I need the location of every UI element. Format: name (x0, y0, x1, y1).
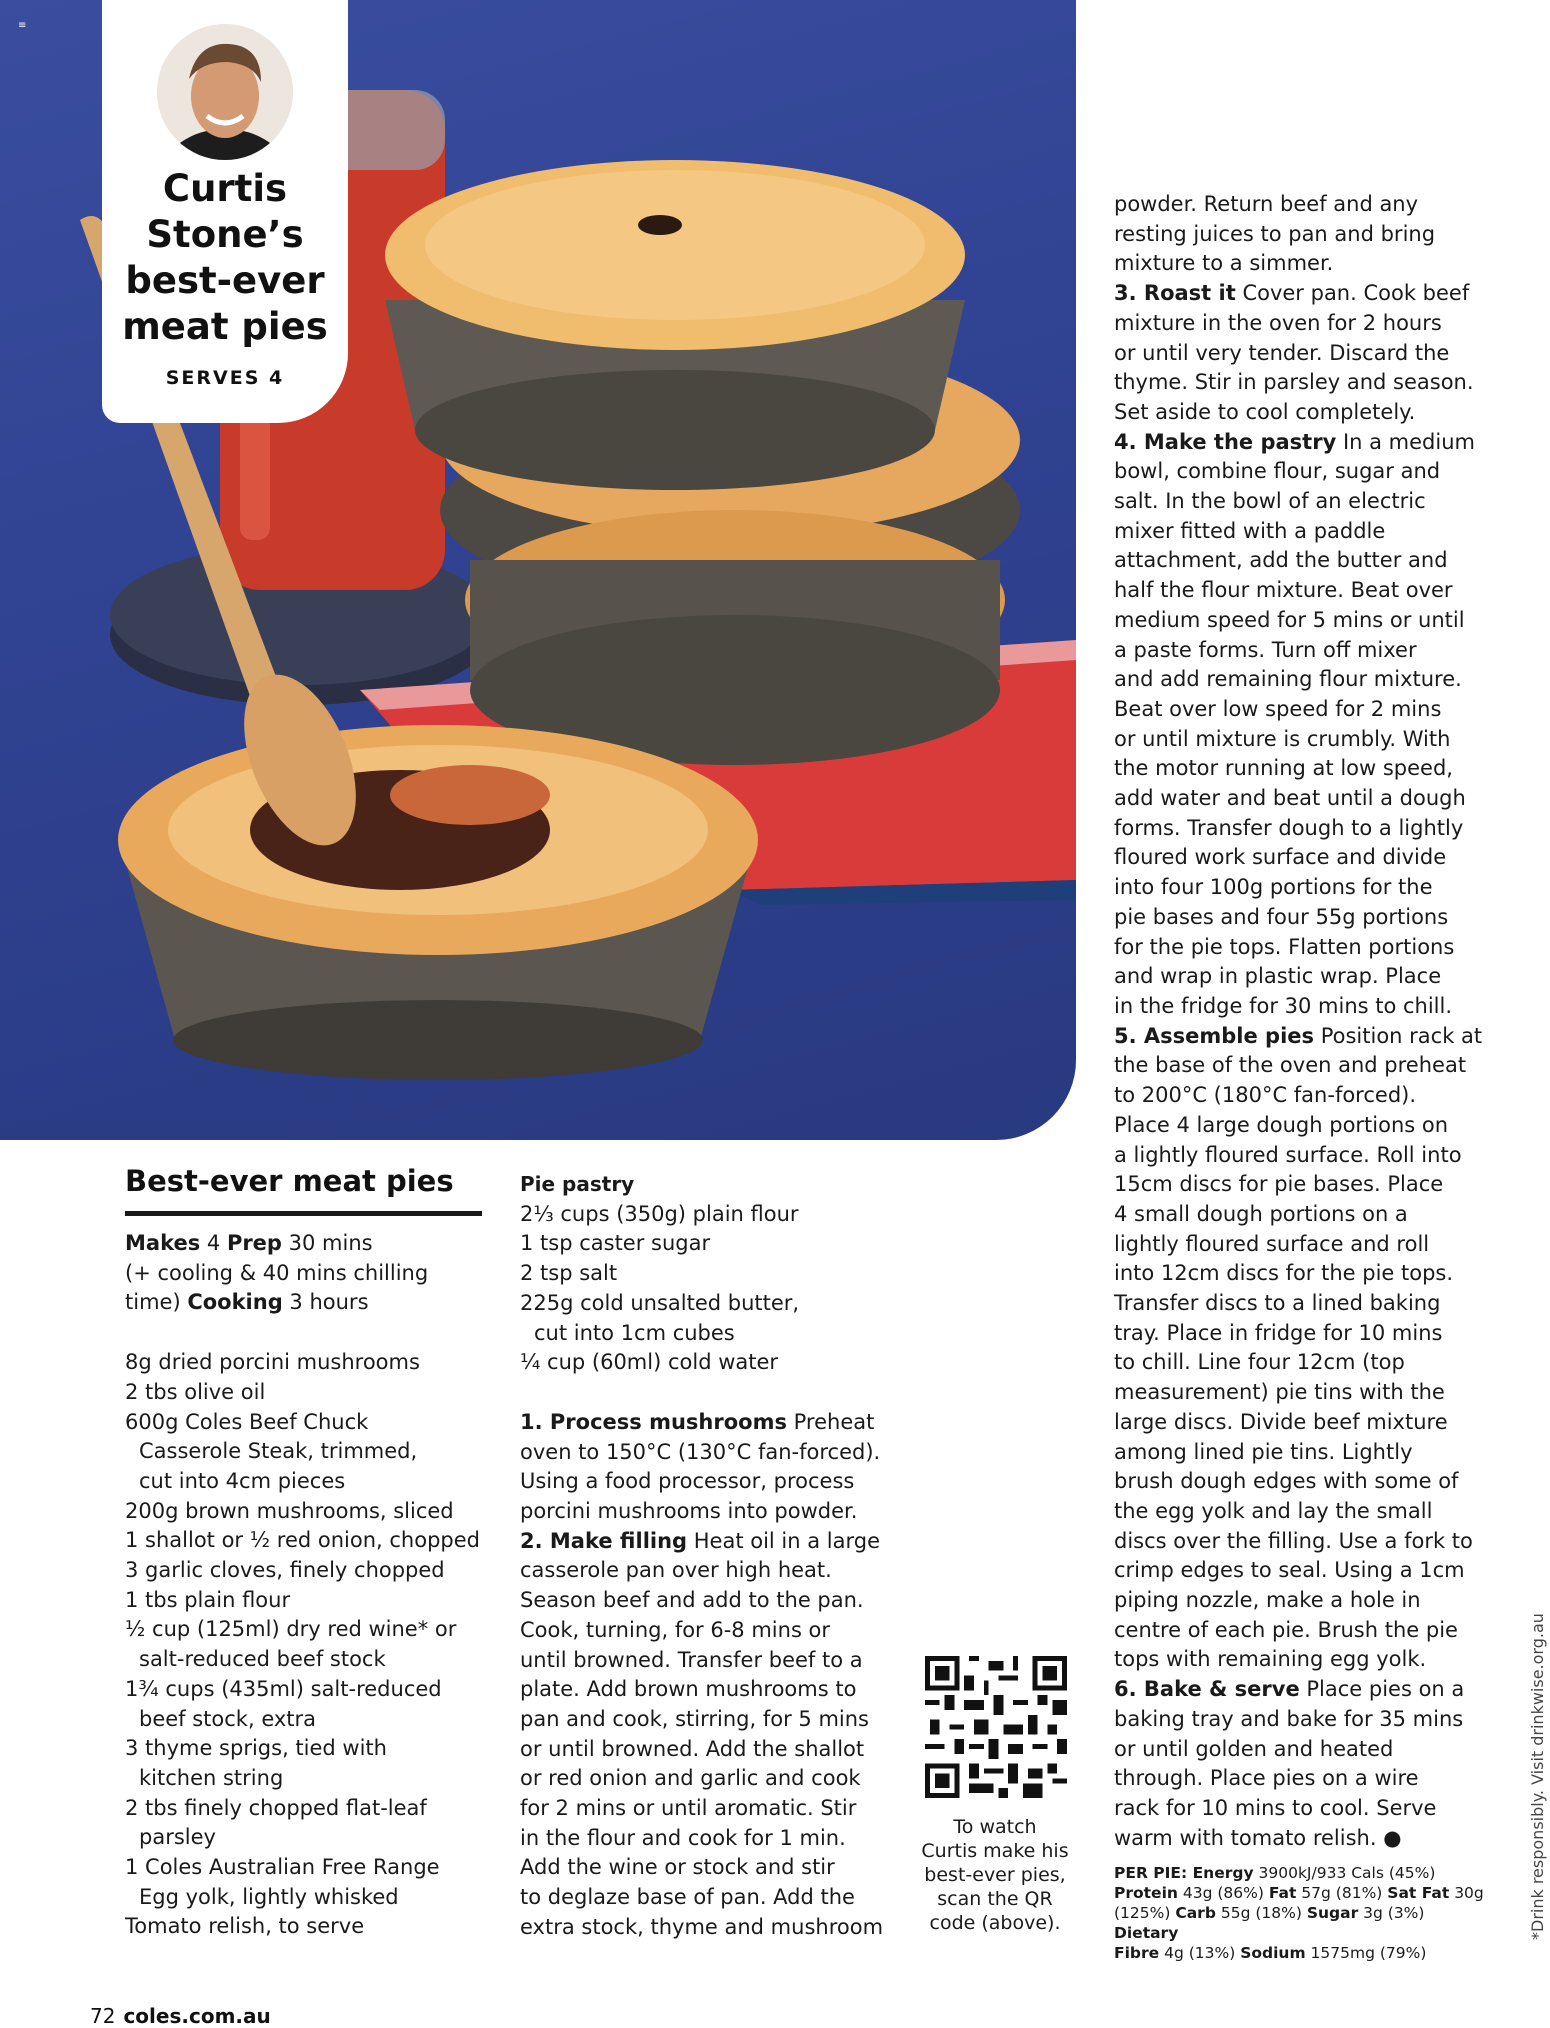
pastry-ingredient-line (520, 1259, 890, 1289)
method-line (1114, 1230, 1484, 1260)
ingredient-line-text: parsley (139, 1825, 216, 1850)
ingredient-line (125, 1526, 485, 1556)
ingredient-line-text: 1 tbs plain flour (125, 1587, 291, 1612)
method-line (1114, 1764, 1484, 1794)
step-heading: 5. Assemble pies (1114, 1023, 1315, 1048)
ingredients-column (125, 1229, 485, 1942)
method-line (520, 1853, 890, 1883)
method-line-text: 15cm discs for pie bases. Place (1114, 1172, 1444, 1197)
method-line-text: Add the wine or stock and stir (520, 1855, 835, 1880)
nutrition-value: 1575mg (79%) (1305, 1944, 1427, 1962)
method-line (520, 1556, 890, 1586)
method-line (1114, 962, 1484, 992)
makes-value: 4 (200, 1231, 227, 1255)
method-line-text: rack for 10 mins to cool. Serve (1114, 1795, 1437, 1820)
method-line-text: extra stock, thyme and mushroom (520, 1914, 884, 1939)
qr-caption-line: code (above). (929, 1912, 1061, 1934)
method-line-text: crimp edges to seal. Using a 1cm (1114, 1558, 1465, 1583)
method-line-text: Beat over low speed for 2 mins (1114, 696, 1442, 721)
method-line (1114, 1705, 1484, 1735)
method-line (1114, 368, 1484, 398)
spacer (125, 1318, 485, 1348)
method-line-text: baking tray and bake for 35 mins (1114, 1706, 1464, 1731)
nutrition-value: 43g (86%) (1177, 1884, 1269, 1902)
method-line (1114, 903, 1484, 933)
title-card (102, 0, 348, 423)
qr-caption-line: best-ever pies, (924, 1864, 1066, 1886)
method-line-text: warm with tomato relish. ● (1114, 1825, 1402, 1850)
method-line-text: until browned. Transfer beef to a (520, 1647, 863, 1672)
step-heading: 3. Roast it (1114, 281, 1236, 306)
ingredient-line (125, 1675, 485, 1705)
method-line-text: Preheat (786, 1409, 875, 1434)
method-line-text: Cook, turning, for 6-8 mins or (520, 1617, 831, 1642)
method-line (520, 1616, 890, 1646)
method-line-text: brush dough edges with some of (1114, 1469, 1459, 1494)
drinkwise-note: *Drink responsibly. Visit drinkwise.org.au (1528, 1613, 1547, 1940)
ingredient-line (125, 1764, 485, 1794)
method-line-text: or red onion and garlic and cook (520, 1766, 861, 1791)
method-line-text: to chill. Line four 12cm (top (1114, 1350, 1405, 1375)
nutrition-label: Sugar (1306, 1904, 1359, 1922)
method-line (1114, 1378, 1484, 1408)
method-line-text: mixer fitted with a paddle (1114, 518, 1386, 543)
pastry-ingredient-line (520, 1348, 890, 1378)
method-line-text: a paste forms. Turn off mixer (1114, 637, 1417, 662)
method-line (1114, 873, 1484, 903)
pastry-heading: Pie pastry (520, 1172, 635, 1196)
method-line (1114, 1200, 1484, 1230)
method-line (1114, 1616, 1484, 1646)
method-line (520, 1764, 890, 1794)
nutrition-line (1114, 1883, 1484, 1903)
method-line-text: Season beef and add to the pan. (520, 1588, 864, 1613)
method-line-text: mixture to a simmer. (1114, 251, 1334, 276)
method-line-text: Place 4 large dough portions on (1114, 1112, 1449, 1137)
ingredient-line (125, 1615, 485, 1645)
footer-site-link[interactable]: coles.com.au (123, 2004, 271, 2028)
method-line-text: the egg yolk and lay the small (1114, 1498, 1433, 1523)
method-line-text: Set aside to cool completely. (1114, 399, 1416, 424)
pastry-ingredient-line-text: ¼ cup (60ml) cold water (520, 1350, 779, 1375)
ingredient-line-text: 2 tbs finely chopped flat-leaf (125, 1795, 427, 1820)
method-line (520, 1497, 890, 1527)
method-line-text: porcini mushrooms into powder. (520, 1499, 858, 1524)
qr-code-icon[interactable] (925, 1656, 1067, 1798)
avatar (157, 24, 293, 160)
ingredient-line (125, 1437, 485, 1467)
ingredient-line-text: ½ cup (125ml) dry red wine* or (125, 1617, 457, 1642)
ingredient-line-text: 3 thyme sprigs, tied with (125, 1736, 387, 1761)
method-line-text: thyme. Stir in parsley and season. (1114, 370, 1474, 395)
method-line-text: add water and beat until a dough (1114, 786, 1466, 811)
ingredient-line-text: Casserole Steak, trimmed, (139, 1439, 418, 1464)
method-line-text: large discs. Divide beef mixture (1114, 1409, 1448, 1434)
ingredient-line-text: Egg yolk, lightly whisked (139, 1884, 399, 1909)
method-line (1114, 695, 1484, 725)
method-line (1114, 1824, 1484, 1854)
serves-label: SERVES 4 (165, 367, 285, 389)
nutrition-line (1114, 1903, 1484, 1943)
method-line (1114, 249, 1484, 279)
method-line-text: Place pies on a (1299, 1677, 1465, 1702)
nutrition-value: 4g (13%) (1159, 1944, 1241, 1962)
method-line-text: into 12cm discs for the pie tops. (1114, 1261, 1454, 1286)
ingredient-line (125, 1853, 485, 1883)
nutrition-line (1114, 1863, 1484, 1883)
ingredient-line-text: 1¾ cups (435ml) salt-reduced (125, 1676, 442, 1701)
method-line-text: attachment, add the butter and (1114, 548, 1448, 573)
method-line-text: Transfer discs to a lined baking (1114, 1291, 1441, 1316)
method-line (520, 1794, 890, 1824)
pastry-ingredient-line-text: 2 tsp salt (520, 1261, 618, 1286)
method-line (1114, 636, 1484, 666)
method-line (1114, 1556, 1484, 1586)
method-line (1114, 1586, 1484, 1616)
method-line-text: discs over the filling. Use a fork to (1114, 1528, 1473, 1553)
prep-value: 30 mins (281, 1231, 373, 1255)
ingredient-line-text: beef stock, extra (139, 1706, 317, 1731)
method-line (1114, 1289, 1484, 1319)
method-line (520, 1586, 890, 1616)
method-line-text: pan and cook, stirring, for 5 mins (520, 1706, 869, 1731)
method-line-text: piping nozzle, make a hole in (1114, 1588, 1421, 1613)
nutrition-value: 3900kJ/933 Cals (45%) (1253, 1864, 1436, 1882)
method-line-text: lightly floured surface and roll (1114, 1231, 1430, 1256)
method-line-text: to 200°C (180°C fan-forced). (1114, 1083, 1417, 1108)
method-line (1114, 1467, 1484, 1497)
method-line (1114, 1675, 1484, 1705)
ingredient-line-text: 200g brown mushrooms, sliced (125, 1498, 454, 1523)
prep-note-end: time) (125, 1290, 188, 1315)
method-line (1114, 1794, 1484, 1824)
ingredient-line (125, 1645, 485, 1675)
method-line-text: resting juices to pan and bring (1114, 221, 1436, 246)
method-line-text: and add remaining flour mixture. (1114, 667, 1462, 692)
method-line-text: forms. Transfer dough to a lightly (1114, 815, 1464, 840)
ingredient-line (125, 1348, 485, 1378)
method-line (1114, 1319, 1484, 1349)
method-line (1114, 1170, 1484, 1200)
makes-label: Makes (125, 1231, 201, 1255)
page-footer (90, 2004, 271, 2028)
method-line (1114, 1111, 1484, 1141)
method-line (1114, 1259, 1484, 1289)
nutrition-line (1114, 1943, 1484, 1963)
ingredient-line (125, 1556, 485, 1586)
ingredient-line-text: kitchen string (139, 1765, 284, 1790)
method-line (1114, 1051, 1484, 1081)
method-line (520, 1913, 890, 1943)
method-line (520, 1527, 890, 1557)
ingredient-line-text: 600g Coles Beef Chuck (125, 1409, 369, 1434)
pastry-ingredient-line (520, 1289, 890, 1319)
method-line (1114, 933, 1484, 963)
pastry-ingredient-line-text: 2⅓ cups (350g) plain flour (520, 1201, 799, 1226)
method-line (1114, 606, 1484, 636)
cooking-value: 3 hours (282, 1290, 369, 1315)
pastry-ingredient-line-text: 225g cold unsalted butter, (520, 1290, 800, 1315)
method-line-text: measurement) pie tins with the (1114, 1380, 1445, 1405)
qr-caption-line: Curtis make his (921, 1840, 1069, 1862)
method-line (1114, 428, 1484, 458)
method-line (520, 1883, 890, 1913)
method-line (520, 1705, 890, 1735)
method-line-text: a lightly floured surface. Roll into (1114, 1142, 1462, 1167)
method-line-text: or until very tender. Discard the (1114, 340, 1450, 365)
page-title (102, 166, 348, 350)
method-line-text: in the flour and cook for 1 min. (520, 1825, 846, 1850)
method-line-text: through. Place pies on a wire (1114, 1766, 1419, 1791)
ingredient-line (125, 1912, 485, 1942)
method-line-text: for the pie tops. Flatten portions (1114, 934, 1455, 959)
method-line (1114, 1141, 1484, 1171)
method-line (1114, 339, 1484, 369)
makes-line (125, 1229, 485, 1259)
method-line-text: or until browned. Add the shallot (520, 1736, 865, 1761)
method-line-text: 4 small dough portions on a (1114, 1201, 1408, 1226)
method-line-text: among lined pie tins. Lightly (1114, 1439, 1413, 1464)
method-list (520, 1408, 890, 1943)
nutrition-value: (125%) (1114, 1904, 1176, 1922)
method-line-text: powder. Return beef and any (1114, 192, 1419, 216)
qr-caption-line: scan the QR (937, 1888, 1053, 1910)
method-line-text: floured work surface and divide (1114, 845, 1447, 870)
method-line-text: Position rack at (1314, 1023, 1483, 1048)
method-line (1114, 1645, 1484, 1675)
method-line (1114, 487, 1484, 517)
method-line (520, 1438, 890, 1468)
method-line (1114, 843, 1484, 873)
method-line (1114, 754, 1484, 784)
method-line-text: In a medium (1336, 429, 1475, 454)
ingredient-line (125, 1883, 485, 1913)
nutrition-value: 55g (18%) (1215, 1904, 1307, 1922)
ingredient-line (125, 1734, 485, 1764)
method-line (1114, 1497, 1484, 1527)
nutrition-label: Dietary (1114, 1924, 1179, 1942)
method-line-text: casserole pan over high heat. (520, 1558, 832, 1583)
method-line-text: the base of the oven and preheat (1114, 1053, 1467, 1078)
spacer (520, 1378, 890, 1408)
ingredient-line (125, 1823, 485, 1853)
method-continued-column (1114, 190, 1484, 1853)
step-heading: 6. Bake & serve (1114, 1677, 1300, 1702)
qr-caption (905, 1815, 1085, 1935)
method-line-text: into four 100g portions for the (1114, 875, 1433, 900)
method-line (1114, 1022, 1484, 1052)
top-marker: ≡ (18, 20, 27, 31)
method-line (1114, 1735, 1484, 1765)
ingredient-line-text: 8g dried porcini mushrooms (125, 1350, 420, 1375)
title-line: Stone’s (146, 213, 304, 256)
method-line (1114, 992, 1484, 1022)
method-line-text: plate. Add brown mushrooms to (520, 1677, 857, 1702)
method-line-text: for 2 mins or until aromatic. Stir (520, 1796, 857, 1821)
pastry-ingredient-line (520, 1319, 890, 1349)
qr-caption-line: To watch (953, 1816, 1037, 1838)
pastry-ingredient-line (520, 1200, 890, 1230)
nutrition-label: Protein (1114, 1884, 1178, 1902)
method-line (1114, 546, 1484, 576)
step-heading: 1. Process mushrooms (520, 1409, 787, 1434)
method-line-text: Cover pan. Cook beef (1235, 281, 1470, 306)
prep-note: (+ cooling & 40 mins chilling (125, 1260, 429, 1285)
method-line-text: Heat oil in a large (687, 1528, 881, 1553)
recipe-title: Best-ever meat pies (125, 1164, 454, 1198)
title-line: best-ever (125, 259, 325, 302)
ingredient-line (125, 1794, 485, 1824)
method-line (1114, 1348, 1484, 1378)
method-line (520, 1824, 890, 1854)
ingredient-line (125, 1408, 485, 1438)
method-line (1114, 517, 1484, 547)
method-line-text: pie bases and four 55g portions (1114, 904, 1449, 929)
method-line (1114, 1081, 1484, 1111)
nutrition-value: 57g (81%) (1296, 1884, 1388, 1902)
method-line (520, 1675, 890, 1705)
method-line-text: and wrap in plastic wrap. Place (1114, 964, 1442, 989)
nutrition-value: 3g (3%) (1358, 1904, 1425, 1922)
method-line (1114, 665, 1484, 695)
ingredient-line-text: salt-reduced beef stock (139, 1647, 386, 1672)
ingredient-line (125, 1378, 485, 1408)
chef-portrait-icon (157, 24, 293, 160)
method-line-text: in the fridge for 30 mins to chill. (1114, 993, 1453, 1018)
nutrition-label: PER PIE: Energy (1114, 1864, 1254, 1882)
nutrition-label: Sodium (1240, 1944, 1306, 1962)
method-line (1114, 279, 1484, 309)
method-line (1114, 309, 1484, 339)
method-line-text: bowl, combine flour, sugar and (1114, 459, 1441, 484)
method-line (1114, 457, 1484, 487)
pastry-method-column (520, 1170, 890, 1943)
method-line (1114, 814, 1484, 844)
title-divider (125, 1211, 482, 1216)
ingredient-line-text: cut into 4cm pieces (139, 1468, 346, 1493)
method-line-text: or until golden and heated (1114, 1736, 1394, 1761)
step-heading: 4. Make the pastry (1114, 429, 1337, 454)
method-list (1114, 190, 1484, 1853)
ingredient-line-text: 1 Coles Australian Free Range (125, 1855, 440, 1880)
method-line (520, 1467, 890, 1497)
method-line-text: tray. Place in fridge for 10 mins (1114, 1320, 1443, 1345)
pastry-ingredient-line-text: 1 tsp caster sugar (520, 1231, 711, 1256)
cooking-line (125, 1288, 485, 1318)
method-line-text: salt. In the bowl of an electric (1114, 489, 1426, 514)
ingredient-line (125, 1467, 485, 1497)
cooking-label: Cooking (187, 1290, 283, 1315)
title-line: Curtis (162, 167, 288, 210)
method-line-text: medium speed for 5 mins or until (1114, 607, 1465, 632)
method-line-text: tops with remaining egg yolk. (1114, 1647, 1427, 1672)
method-line-text: half the flour mixture. Beat over (1114, 578, 1453, 603)
method-line (1114, 190, 1484, 220)
method-line-text: the motor running at low speed, (1114, 756, 1453, 781)
nutrition-label: Sat Fat (1387, 1884, 1450, 1902)
ingredient-line (125, 1586, 485, 1616)
pastry-list (520, 1200, 890, 1378)
method-line (1114, 1527, 1484, 1557)
method-line (1114, 784, 1484, 814)
method-line (520, 1646, 890, 1676)
nutrition-label: Carb (1175, 1904, 1216, 1922)
nutrition-label: Fibre (1114, 1944, 1160, 1962)
method-line (1114, 725, 1484, 755)
method-line-text: or until mixture is crumbly. With (1114, 726, 1451, 751)
nutrition-label: Fat (1268, 1884, 1297, 1902)
nutrition-info (1114, 1863, 1484, 1963)
title-line: meat pies (122, 305, 328, 348)
method-line-text: to deglaze base of pan. Add the (520, 1885, 855, 1910)
method-line-text: oven to 150°C (130°C fan-forced). (520, 1439, 881, 1464)
method-line (1114, 1408, 1484, 1438)
method-line (1114, 1438, 1484, 1468)
ingredients-list (125, 1348, 485, 1942)
pastry-ingredient-line (520, 1229, 890, 1259)
method-line-text: Using a food processor, process (520, 1469, 855, 1494)
method-line (1114, 398, 1484, 428)
prep-label: Prep (226, 1231, 282, 1255)
ingredient-line (125, 1497, 485, 1527)
ingredient-line-text: Tomato relish, to serve (125, 1914, 365, 1939)
method-line-text: centre of each pie. Brush the pie (1114, 1617, 1458, 1642)
method-line-text: mixture in the oven for 2 hours (1114, 310, 1442, 335)
step-heading: 2. Make filling (520, 1528, 688, 1553)
page-number: 72 (90, 2004, 116, 2028)
ingredient-line-text: 1 shallot or ½ red onion, chopped (125, 1528, 480, 1553)
ingredient-line (125, 1705, 485, 1735)
ingredient-line-text: 3 garlic cloves, finely chopped (125, 1558, 445, 1583)
pastry-ingredient-line-text: cut into 1cm cubes (534, 1320, 735, 1345)
method-line (1114, 220, 1484, 250)
ingredient-line-text: 2 tbs olive oil (125, 1379, 266, 1404)
nutrition-value: 30g (1449, 1884, 1484, 1902)
method-line (520, 1408, 890, 1438)
method-line (1114, 576, 1484, 606)
method-line (520, 1735, 890, 1765)
